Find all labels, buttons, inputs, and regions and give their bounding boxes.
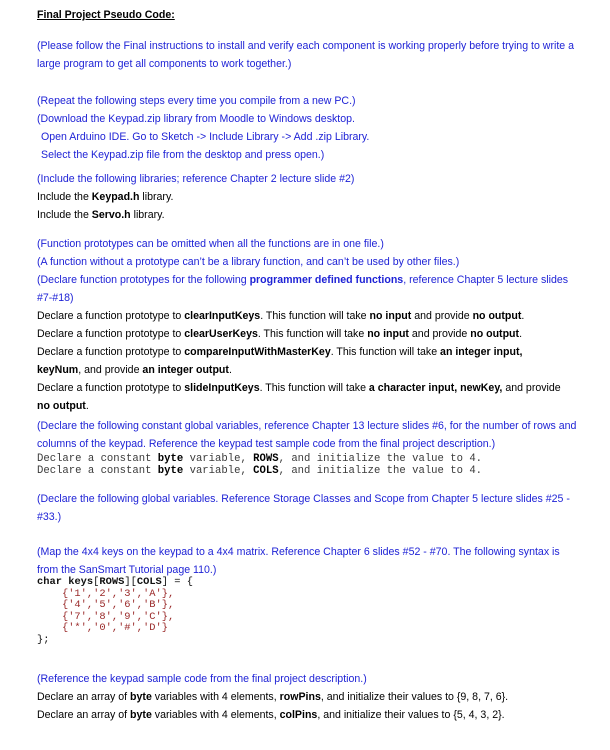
page-title: Final Project Pseudo Code: xyxy=(37,9,175,21)
setup-section xyxy=(37,92,577,164)
col-pins-line: Declare an array of byte variables with 4 elements, colPins, and initialize their values to {5, 4, 3, 2}. xyxy=(37,709,505,721)
prototypes-section xyxy=(37,235,577,415)
intro-note: (Please follow the Final instructions to install and verify each component is working properly before trying to write a large program to get all components to work together.) xyxy=(37,40,575,70)
setup-line: Select the Keypad.zip file from the desktop and press open.) xyxy=(41,149,325,161)
keymap-declaration: char keys[ROWS][COLS] = { xyxy=(37,576,193,588)
keymap-note: (Map the 4x4 keys on the keypad to a 4x4 matrix. Reference Chapter 6 slides #52 - #70. The following syntax is from the SanSmart Tutorial page 110.) xyxy=(37,546,560,576)
prototype-clear-user-keys: Declare a function prototype to clearUserKeys. This function will take no input and provide no output. xyxy=(37,328,523,340)
keymap-end: }; xyxy=(37,633,50,646)
pins-note: (Reference the keypad sample code from the final project description.) xyxy=(37,673,367,685)
keymap-row: {'*','0','#','D'} xyxy=(61,622,168,634)
prototypes-note-1: (Function prototypes can be omitted when all the functions are in one file.) xyxy=(37,238,384,250)
prototype-compare-input: Declare a function prototype to compareInputWithMasterKey. This function will take an integer input, keyNum, and provide an integer output. xyxy=(37,346,523,376)
constant-rows: Declare a constant byte variable, ROWS, and initialize the value to 4. xyxy=(37,453,483,465)
constants-note: (Declare the following constant global variables, reference Chapter 13 lecture slides #6, for the number of rows and columns of the keypad. Reference the keypad test sample code from the final project description.) xyxy=(37,420,577,450)
keymap-row: {'4','5','6','B'}, xyxy=(61,599,175,611)
libraries-section xyxy=(37,170,577,224)
constants-section xyxy=(37,417,577,477)
library-line-servo: Include the Servo.h library. xyxy=(37,209,165,221)
setup-line: (Download the Keypad.zip library from Moodle to Windows desktop. xyxy=(37,113,355,125)
setup-line: Open Arduino IDE. Go to Sketch -> Include Library -> Add .zip Library. xyxy=(41,131,370,143)
prototype-slide-input-keys: Declare a function prototype to slideInputKeys. This function will take a character input, newKey, and provide no output. xyxy=(37,382,561,412)
prototypes-note-2: (A function without a prototype can’t be a library function, and can’t be used by other files.) xyxy=(37,256,460,268)
keymap-code xyxy=(37,577,577,646)
prototype-clear-input-keys: Declare a function prototype to clearInputKeys. This function will take no input and provide no output. xyxy=(37,310,525,322)
prototypes-note-3: (Declare function prototypes for the following programmer defined functions, reference Chapter 5 lecture slides #7-#18) xyxy=(37,274,569,304)
pins-section xyxy=(37,670,577,724)
setup-line: (Repeat the following steps every time you compile from a new PC.) xyxy=(37,95,356,107)
libraries-note: (Include the following libraries; reference Chapter 2 lecture slide #2) xyxy=(37,173,355,185)
globals-note: (Declare the following global variables. Reference Storage Classes and Scope from Chapter 5 lecture slides #25 - #33.) xyxy=(37,493,570,523)
keymap-row: {'7','8','9','C'}, xyxy=(61,610,175,623)
keymap-row: {'1','2','3','A'}, xyxy=(61,587,175,600)
row-pins-line: Declare an array of byte variables with 4 elements, rowPins, and initialize their values to {9, 8, 7, 6}. xyxy=(37,691,509,703)
library-line-keypad: Include the Keypad.h library. xyxy=(37,191,174,203)
constant-cols: Declare a constant byte variable, COLS, and initialize the value to 4. xyxy=(37,465,483,477)
